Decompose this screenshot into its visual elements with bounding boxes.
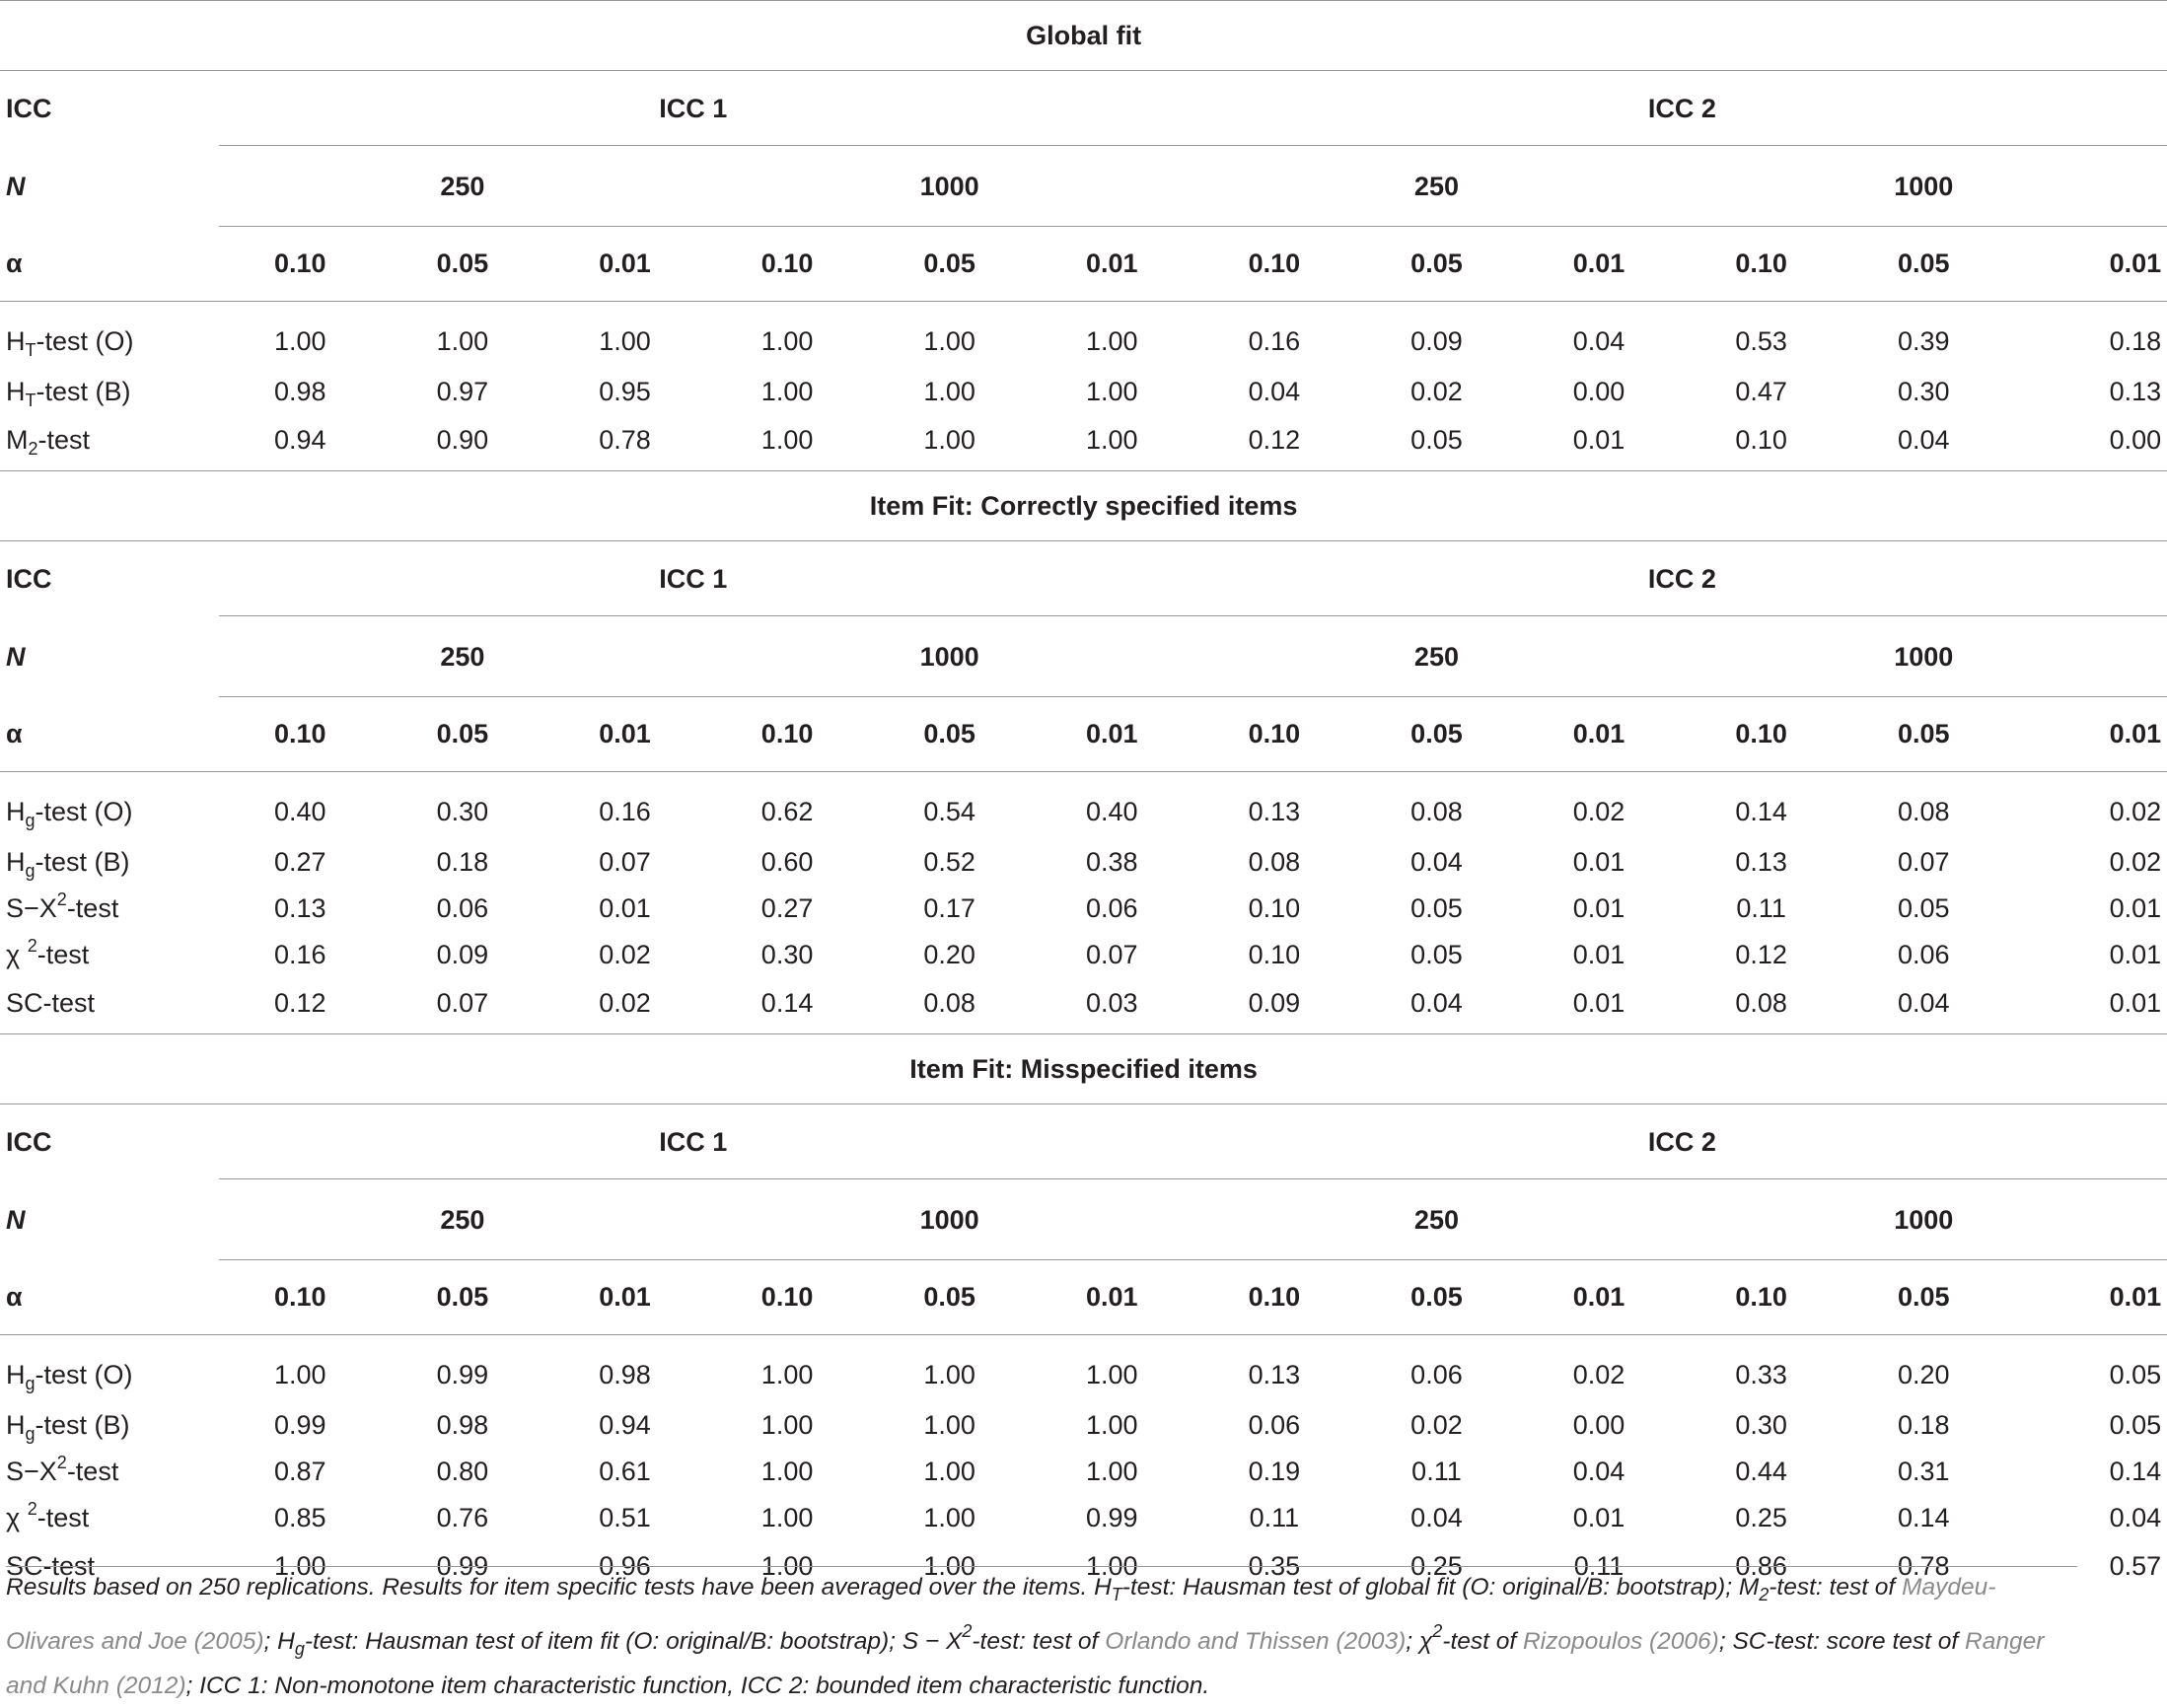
alpha-column-header: 0.10 xyxy=(1735,719,1787,748)
n-column-header: 250 xyxy=(219,616,706,697)
footnote-ht: $H_T$ xyxy=(1094,1574,1122,1604)
table-cell: 0.98 xyxy=(274,377,326,406)
table-cell: 0.04 xyxy=(1897,424,1950,455)
table-cell: 0.62 xyxy=(706,772,869,840)
n-column-header: 250 xyxy=(1193,1179,1681,1260)
section-header-row xyxy=(0,1,2167,71)
alpha-column-header: 0.05 xyxy=(923,249,975,278)
icc-column-header: ICC 2 xyxy=(1193,71,2167,147)
alpha-column-header: 0.10 xyxy=(760,249,814,278)
alpha-column-header: 0.10 xyxy=(1248,1282,1301,1312)
table-cell: 0.10 xyxy=(1248,893,1301,923)
table-cell: 0.13 xyxy=(274,893,326,923)
test-label: $H_g$-test (O) xyxy=(0,1335,219,1403)
test-label: SC-test xyxy=(6,987,96,1018)
table-cell: 1.00 xyxy=(1031,1335,1193,1403)
row-label-icc: ICC xyxy=(0,71,219,147)
n-column-header: 1000 xyxy=(706,1179,1193,1260)
table-cell: 1.00 xyxy=(219,302,382,370)
table-cell: 0.61 xyxy=(599,1457,651,1486)
table-cell: 0.57 xyxy=(2109,1550,2162,1581)
table-cell: 0.11 xyxy=(1411,1457,1462,1486)
table-cell: 0.14 xyxy=(760,987,814,1018)
table-cell: 1.00 xyxy=(760,424,814,455)
table-cell: 0.09 xyxy=(1355,302,1518,370)
table-cell: 0.99 xyxy=(382,1335,544,1403)
alpha-column-header: 0.10 xyxy=(274,249,326,278)
alpha-column-header: 0.05 xyxy=(1410,249,1463,278)
table-cell: 0.01 xyxy=(2109,940,2162,969)
alpha-column-header: 0.01 xyxy=(2109,1282,2162,1312)
row-label-n: N xyxy=(6,1204,26,1235)
table-cell: 0.30 xyxy=(1735,1410,1787,1440)
row-label-alpha: α xyxy=(6,719,23,748)
icc-column-header: ICC 1 xyxy=(219,541,1193,617)
table-cell: 0.02 xyxy=(1518,772,1681,840)
table-cell: 1.00 xyxy=(274,1550,326,1581)
table-row xyxy=(0,1402,2167,1449)
table-cell: 0.01 xyxy=(1572,987,1625,1018)
icc-column-header: ICC 2 xyxy=(1193,541,2167,617)
footnote-text: ; xyxy=(263,1628,278,1655)
table-cell: 0.04 xyxy=(1410,1503,1463,1532)
icc-header-row xyxy=(0,71,2167,147)
alpha-column-header: 0.10 xyxy=(760,1282,814,1312)
table-cell: 0.02 xyxy=(599,987,651,1018)
table-cell: 0.17 xyxy=(923,893,975,923)
table-cell: 0.60 xyxy=(760,847,814,877)
alpha-header-row xyxy=(0,1260,2167,1335)
alpha-column-header: 0.05 xyxy=(923,719,975,748)
table-cell: 1.00 xyxy=(923,377,975,406)
table-cell: 0.14 xyxy=(1897,1503,1950,1532)
footnote-text: ; xyxy=(1406,1628,1419,1655)
row-label-alpha: α xyxy=(6,1282,23,1312)
footnote-m2: $M_2$ xyxy=(1738,1574,1770,1604)
icc-header-row xyxy=(0,1104,2167,1180)
table-cell: 0.25 xyxy=(1410,1550,1463,1581)
table-cell: 0.07 xyxy=(1897,847,1950,877)
table-cell: 0.86 xyxy=(1735,1550,1787,1581)
table-cell: 0.05 xyxy=(1410,424,1463,455)
footnote-text: -test: test of xyxy=(972,1628,1106,1655)
table-cell: 0.02 xyxy=(1410,1410,1463,1440)
table-cell: 0.18 xyxy=(1897,1410,1950,1440)
table-row xyxy=(0,369,2167,415)
table-cell: 1.00 xyxy=(760,377,814,406)
alpha-column-header: 0.10 xyxy=(1735,249,1787,278)
table-cell: 0.05 xyxy=(2109,1410,2162,1440)
table-cell: 0.04 xyxy=(1897,987,1950,1018)
table-cell: 1.00 xyxy=(706,1335,869,1403)
table-cell: 0.99 xyxy=(436,1550,489,1581)
table-cell: 0.01 xyxy=(1572,940,1625,969)
table-cell: 0.78 xyxy=(599,424,651,455)
table-row xyxy=(0,302,2167,370)
table-cell: 0.95 xyxy=(599,377,651,406)
footnote-reference-link[interactable]: Ranger and Kuhn (2012) xyxy=(6,1628,2045,1699)
alpha-column-header: 0.05 xyxy=(436,719,489,748)
table-cell: 0.13 xyxy=(1193,772,1356,840)
alpha-column-header: 0.10 xyxy=(274,1282,326,1312)
table-cell: 1.00 xyxy=(1085,377,1138,406)
table-cell: 0.02 xyxy=(1518,1335,1681,1403)
footnote-text: Results based on 250 replications. Results for item specific tests have been averaged over the items. xyxy=(6,1574,1095,1601)
table-cell: 0.01 xyxy=(1572,893,1625,923)
table-cell: 0.18 xyxy=(436,847,489,877)
table-cell: 0.02 xyxy=(2109,847,2162,877)
icc-column-header: ICC 2 xyxy=(1193,1104,2167,1180)
test-label: $H_T$-test (O) xyxy=(0,302,219,370)
table-cell: 0.20 xyxy=(923,940,975,969)
table-cell: 0.20 xyxy=(1842,1335,2005,1403)
table-cell: 0.01 xyxy=(599,893,651,923)
table-cell: 0.04 xyxy=(1518,302,1681,370)
alpha-column-header: 0.05 xyxy=(1410,1282,1463,1312)
test-label: $H_g$-test (B) xyxy=(6,1410,130,1444)
table-cell: 0.98 xyxy=(436,1410,489,1440)
table-cell: 1.00 xyxy=(923,424,975,455)
table-cell: 0.94 xyxy=(274,424,326,455)
table-cell: 1.00 xyxy=(219,1335,382,1403)
table-cell: 0.05 xyxy=(2005,1335,2167,1403)
table-cell: 0.19 xyxy=(1248,1457,1301,1486)
section-header-row xyxy=(0,1034,2167,1104)
table-cell: 0.02 xyxy=(2005,772,2167,840)
table-row xyxy=(0,415,2167,471)
table-cell: 0.47 xyxy=(1735,377,1787,406)
alpha-column-header: 0.10 xyxy=(760,719,814,748)
table-cell: 0.52 xyxy=(923,847,975,877)
alpha-header-row xyxy=(0,697,2167,772)
table-row xyxy=(0,772,2167,840)
table-cell: 0.38 xyxy=(1085,847,1138,877)
alpha-column-header: 0.01 xyxy=(2109,249,2162,278)
table-cell: 0.14 xyxy=(2109,1457,2162,1486)
table-cell: 0.94 xyxy=(599,1410,651,1440)
alpha-column-header: 0.05 xyxy=(1897,719,1950,748)
table-cell: 0.13 xyxy=(2109,377,2162,406)
table-cell: 1.00 xyxy=(706,302,869,370)
footnote-reference-link[interactable]: Rizopoulos (2006) xyxy=(1522,1628,1719,1655)
n-column-header: 250 xyxy=(1193,616,1681,697)
table-cell: 0.30 xyxy=(1897,377,1950,406)
footnote-text: -test of xyxy=(1442,1628,1523,1655)
alpha-column-header: 0.10 xyxy=(1248,719,1301,748)
table-cell: 0.10 xyxy=(1735,424,1787,455)
table-row xyxy=(0,1495,2167,1541)
footnote-text: ; ICC 1: Non-monotone item characteristic function, ICC 2: bounded item characteristic function. xyxy=(185,1672,1210,1699)
footnote-reference-link[interactable]: Maydeu-Olivares and Joe (2005) xyxy=(6,1574,1996,1655)
table-cell: 0.27 xyxy=(760,893,814,923)
table-cell: 0.01 xyxy=(1572,424,1625,455)
section-title: Item Fit: Correctly specified items xyxy=(0,471,2167,541)
test-label: $H_T$-test (B) xyxy=(6,377,131,410)
n-column-header: 1000 xyxy=(1680,146,2167,227)
icc-column-header: ICC 1 xyxy=(219,71,1193,147)
section-title: Item Fit: Misspecified items xyxy=(0,1034,2167,1104)
table-cell: 0.12 xyxy=(274,987,326,1018)
table-cell: 0.07 xyxy=(1085,940,1138,969)
footnote-chi: $\chi^2$ xyxy=(1418,1621,1443,1655)
table-cell: 0.44 xyxy=(1735,1457,1787,1486)
table-cell: 0.06 xyxy=(1897,940,1950,969)
table-cell: 1.00 xyxy=(1085,424,1138,455)
row-label-n: N xyxy=(6,641,26,672)
icc-column-header: ICC 1 xyxy=(219,1104,1193,1180)
footnote-hg: $H_g$ xyxy=(277,1628,305,1659)
footnote-text: -test: Hausman test of item fit (O: original/B: bootstrap); xyxy=(304,1628,903,1655)
table-cell: 0.11 xyxy=(1736,893,1786,923)
table-cell: 0.04 xyxy=(1410,987,1463,1018)
alpha-column-header: 0.05 xyxy=(1897,249,1950,278)
n-column-header: 1000 xyxy=(1680,1179,2167,1260)
test-label: SC-test xyxy=(6,1550,96,1581)
table-cell: 0.18 xyxy=(2005,302,2167,370)
n-column-header: 1000 xyxy=(706,616,1193,697)
table-cell: 0.00 xyxy=(1572,377,1625,406)
table-cell: 0.53 xyxy=(1680,302,1842,370)
table-cell: 0.13 xyxy=(1735,847,1787,877)
alpha-column-header: 0.10 xyxy=(274,719,326,748)
table-cell: 1.00 xyxy=(760,1457,814,1486)
table-cell: 0.16 xyxy=(1193,302,1356,370)
table-cell: 0.08 xyxy=(1842,772,2005,840)
table-cell: 0.90 xyxy=(436,424,489,455)
table-cell: 0.35 xyxy=(1248,1550,1301,1581)
alpha-column-header: 0.10 xyxy=(1735,1282,1787,1312)
table-cell: 0.11 xyxy=(1573,1550,1625,1581)
table-cell: 0.00 xyxy=(2109,424,2162,455)
alpha-column-header: 0.01 xyxy=(1085,719,1138,748)
table-cell: 0.08 xyxy=(923,987,975,1018)
table-cell: 0.01 xyxy=(2109,987,2162,1018)
table-cell: 1.00 xyxy=(760,1550,814,1581)
alpha-column-header: 0.01 xyxy=(1085,249,1138,278)
alpha-column-header: 0.05 xyxy=(923,1282,975,1312)
n-column-header: 1000 xyxy=(1680,616,2167,697)
table-cell: 0.08 xyxy=(1735,987,1787,1018)
table-cell: 0.80 xyxy=(436,1457,489,1486)
table-cell: 0.87 xyxy=(274,1457,326,1486)
table-cell: 0.25 xyxy=(1735,1503,1787,1532)
table-cell: 0.40 xyxy=(219,772,382,840)
n-column-header: 250 xyxy=(219,1179,706,1260)
table-cell: 0.99 xyxy=(274,1410,326,1440)
table-cell: 0.97 xyxy=(436,377,489,406)
table-cell: 0.85 xyxy=(274,1503,326,1532)
alpha-column-header: 0.01 xyxy=(599,719,651,748)
alpha-column-header: 0.05 xyxy=(1410,719,1463,748)
table-cell: 0.99 xyxy=(1085,1503,1138,1532)
table-cell: 0.33 xyxy=(1680,1335,1842,1403)
n-column-header: 250 xyxy=(219,146,706,227)
table-cell: 0.27 xyxy=(274,847,326,877)
icc-header-row xyxy=(0,541,2167,617)
table-cell: 1.00 xyxy=(1085,1410,1138,1440)
table-row xyxy=(0,886,2167,932)
footnote-sx: $S - X^2$ xyxy=(902,1621,973,1655)
table-cell: 0.04 xyxy=(1248,377,1301,406)
table-cell: 1.00 xyxy=(382,302,544,370)
table-cell: 1.00 xyxy=(543,302,706,370)
row-label-icc: ICC xyxy=(0,1104,219,1180)
table-cell: 0.06 xyxy=(436,893,489,923)
table-cell: 1.00 xyxy=(868,1335,1031,1403)
table-cell: 0.01 xyxy=(1572,847,1625,877)
table-footnote xyxy=(6,1566,2077,1704)
test-label: $H_g$-test (O) xyxy=(0,772,219,840)
n-header-row xyxy=(0,616,2167,697)
table-cell: 0.30 xyxy=(760,940,814,969)
table-cell: 0.04 xyxy=(1572,1457,1625,1486)
alpha-column-header: 0.10 xyxy=(1248,249,1301,278)
test-label: $S-X^2$-test xyxy=(6,1453,119,1486)
alpha-column-header: 0.01 xyxy=(1085,1282,1138,1312)
table-cell: 0.05 xyxy=(1897,893,1950,923)
table-cell: 0.06 xyxy=(1085,893,1138,923)
table-cell: 0.98 xyxy=(543,1335,706,1403)
table-cell: 1.00 xyxy=(923,1457,975,1486)
row-label-alpha: α xyxy=(6,249,23,278)
n-header-row xyxy=(0,1179,2167,1260)
n-header-row xyxy=(0,146,2167,227)
table-cell: 0.03 xyxy=(1085,987,1138,1018)
table-cell: 0.14 xyxy=(1680,772,1842,840)
table-cell: 0.51 xyxy=(599,1503,651,1532)
table-cell: 1.00 xyxy=(923,1503,975,1532)
alpha-column-header: 0.01 xyxy=(1572,1282,1625,1312)
table-cell: 0.08 xyxy=(1248,847,1301,877)
table-cell: 0.16 xyxy=(543,772,706,840)
table-cell: 1.00 xyxy=(1031,302,1193,370)
table-cell: 1.00 xyxy=(1085,1550,1138,1581)
table-cell: 0.11 xyxy=(1249,1503,1300,1532)
alpha-column-header: 0.05 xyxy=(1897,1282,1950,1312)
table-cell: 0.31 xyxy=(1897,1457,1950,1486)
table-row xyxy=(0,839,2167,886)
table-cell: 0.13 xyxy=(1193,1335,1356,1403)
alpha-column-header: 0.05 xyxy=(436,249,489,278)
footnote-text: -test: test of xyxy=(1769,1574,1903,1601)
table-cell: 1.00 xyxy=(868,302,1031,370)
n-column-header: 1000 xyxy=(706,146,1193,227)
table-cell: 0.09 xyxy=(1248,987,1301,1018)
table-cell: 0.12 xyxy=(1735,940,1787,969)
row-label-icc: ICC xyxy=(0,541,219,617)
alpha-column-header: 0.01 xyxy=(1572,249,1625,278)
table-cell: 0.07 xyxy=(599,847,651,877)
alpha-column-header: 0.05 xyxy=(436,1282,489,1312)
alpha-column-header: 0.01 xyxy=(2109,719,2162,748)
test-label: χ $^2$-test xyxy=(6,936,90,969)
footnote-reference-link[interactable]: Orlando and Thissen (2003) xyxy=(1105,1628,1407,1655)
footnote-text: -test: Hausman test of global fit (O: original/B: bootstrap); xyxy=(1121,1574,1739,1601)
table-cell: 0.05 xyxy=(1410,893,1463,923)
table-cell: 1.00 xyxy=(760,1503,814,1532)
section-title: Global fit xyxy=(0,1,2167,71)
table-cell: 0.00 xyxy=(1572,1410,1625,1440)
table-cell: 0.96 xyxy=(599,1550,651,1581)
table-cell: 1.00 xyxy=(1085,1457,1138,1486)
test-label: $H_g$-test (B) xyxy=(6,847,130,881)
test-label: $M_2$-test xyxy=(6,424,91,459)
table-cell: 0.39 xyxy=(1842,302,2005,370)
alpha-column-header: 0.01 xyxy=(1572,719,1625,748)
table-cell: 0.05 xyxy=(1410,940,1463,969)
table-cell: 0.02 xyxy=(599,940,651,969)
table-cell: 0.09 xyxy=(436,940,489,969)
table-cell: 0.01 xyxy=(1572,1503,1625,1532)
table-row xyxy=(0,932,2167,978)
table-cell: 0.04 xyxy=(2109,1503,2162,1532)
table-cell: 1.00 xyxy=(923,1410,975,1440)
alpha-column-header: 0.01 xyxy=(599,249,651,278)
table-cell: 0.06 xyxy=(1248,1410,1301,1440)
alpha-header-row xyxy=(0,227,2167,302)
table-cell: 0.01 xyxy=(2109,893,2162,923)
alpha-column-header: 0.01 xyxy=(599,1282,651,1312)
table-cell: 0.40 xyxy=(1031,772,1193,840)
table-cell: 0.54 xyxy=(868,772,1031,840)
table-cell: 0.02 xyxy=(1410,377,1463,406)
section-header-row xyxy=(0,471,2167,541)
table-row xyxy=(0,1449,2167,1495)
table-cell: 1.00 xyxy=(923,1550,975,1581)
table-row xyxy=(0,1335,2167,1403)
table-cell: 0.30 xyxy=(382,772,544,840)
test-label: $S-X^2$-test xyxy=(6,890,119,923)
table-cell: 0.04 xyxy=(1410,847,1463,877)
table-row xyxy=(0,978,2167,1034)
table-cell: 0.12 xyxy=(1248,424,1301,455)
table-cell: 1.00 xyxy=(760,1410,814,1440)
table-cell: 0.76 xyxy=(436,1503,489,1532)
table-cell: 0.10 xyxy=(1248,940,1301,969)
row-label-n: N xyxy=(6,171,26,201)
table-cell: 0.06 xyxy=(1355,1335,1518,1403)
footnote-text: ; SC-test: score test of xyxy=(1718,1628,1965,1655)
test-label: χ $^2$-test xyxy=(6,1499,90,1532)
n-column-header: 250 xyxy=(1193,146,1681,227)
table-cell: 0.07 xyxy=(436,987,489,1018)
table-cell: 0.78 xyxy=(1897,1550,1950,1581)
table-cell: 0.08 xyxy=(1355,772,1518,840)
table-cell: 0.16 xyxy=(274,940,326,969)
